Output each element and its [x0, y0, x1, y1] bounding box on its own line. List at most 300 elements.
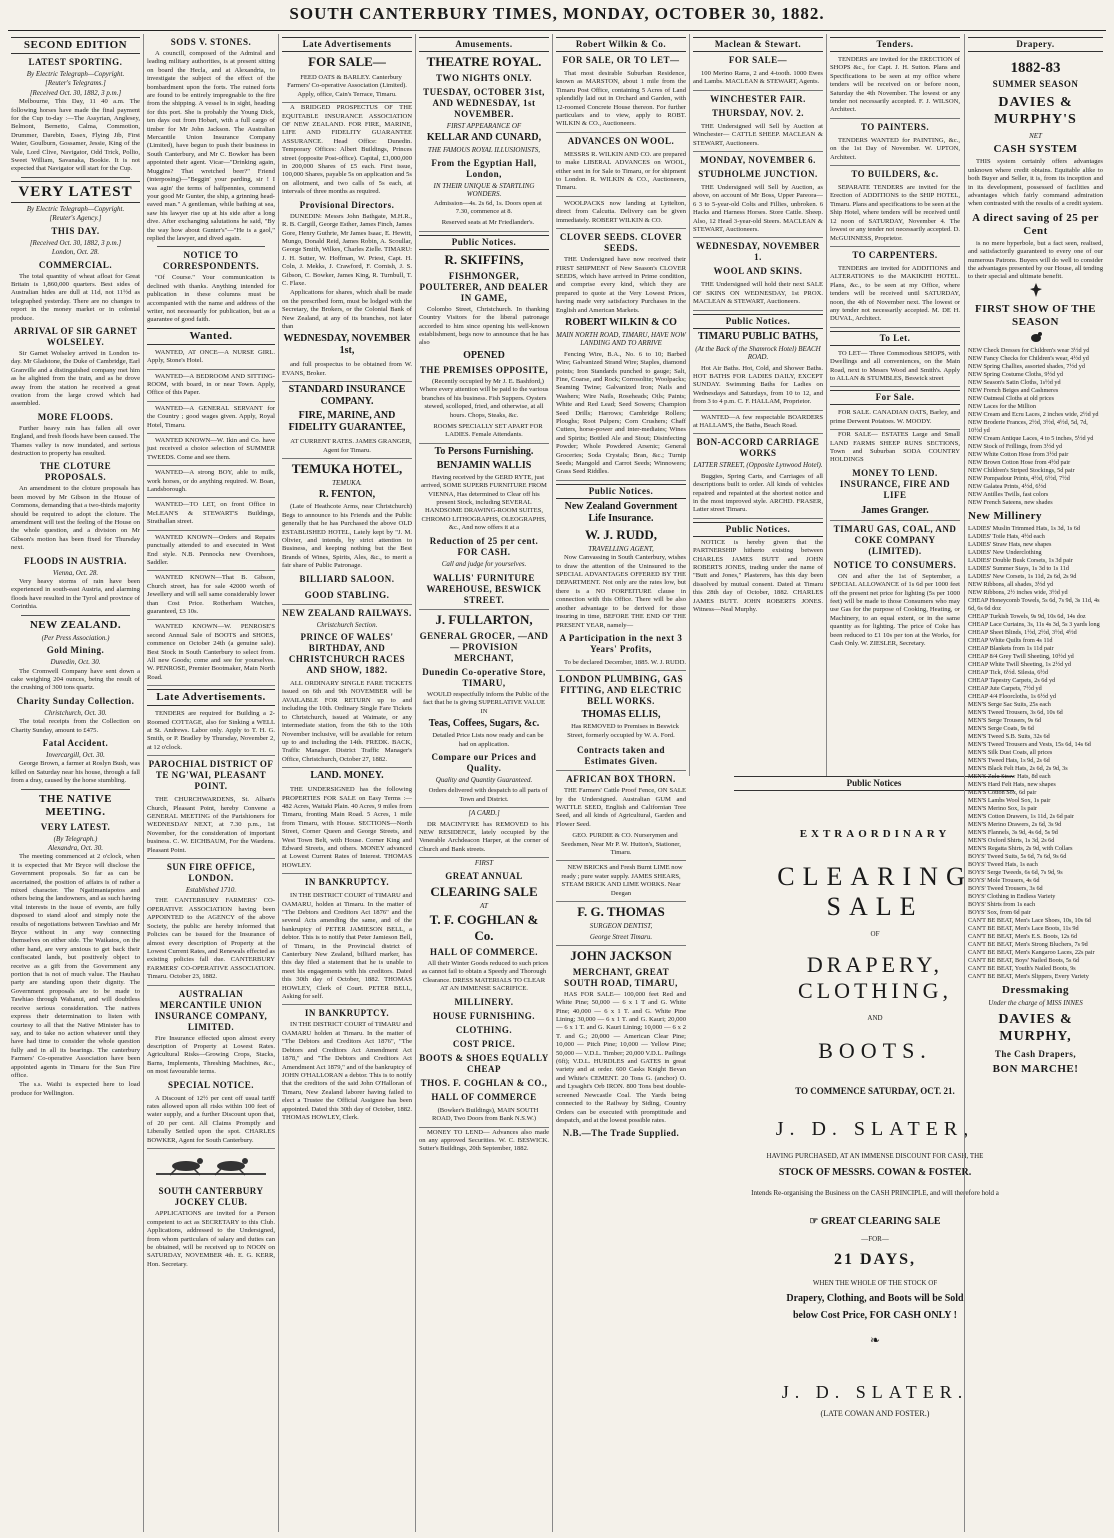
late-ads-heading: Late Advertisements [282, 37, 412, 52]
list-item: NEW Fancy Checks for Children's wear, 4½d yd [968, 354, 1089, 362]
list-item: NEW Ribbons, 2½ inches wide, 3½d yd [968, 588, 1068, 596]
slater-name: J. D. SLATER, [775, 1118, 975, 1140]
floods-heading: MORE FLOODS. [37, 411, 114, 422]
native-meeting-heading: THE NATIVE MEETING. [39, 792, 112, 818]
sale-heading: FOR SALE, OR TO LET— [562, 55, 680, 65]
sale-body: 100 Merino Rams, 2 and 4-tooth. 1000 Ewes and Lambs. MACLEAN & STEWART, Agents. [693, 68, 823, 91]
correspondents-heading: NOTICE TO CORRESPONDENTS. [162, 250, 260, 272]
clearing-sale-title: CLEARING SALE [777, 862, 973, 921]
list-item: NEW Stock of Frillings, from 3½d yd [968, 442, 1063, 450]
tenders-heading: Tenders. [830, 37, 960, 52]
charity-heading: Charity Sunday Collection. [16, 695, 135, 706]
wanted-ad: WANTED—A BEDROOM AND SITTING-ROOM, with board, in or near Town. Apply, Office of this Paper. [147, 371, 275, 402]
railways-title: PRINCE OF WALES' BIRTHDAY, AND CHRISTCHURCH RACES AND SHOW, 1882. [288, 632, 406, 676]
fullarton-tail: Detailed Price Lists now ready and can be had on application. [432, 732, 544, 748]
column-3 [278, 34, 415, 1532]
column-8 [964, 34, 1106, 1532]
list-item: MEN'S Tweed Hats, 1s 9d, 2s 6d [968, 756, 1050, 764]
fatal-heading: Fatal Accident. [42, 737, 109, 748]
list-item: MEN'S Silk Dust Coats, all prices [968, 748, 1053, 756]
coghlan-footer-name: THOS. F. COGHLAN & CO., [420, 1077, 548, 1088]
gold-body: The Cromwell Company have sent down a cake weighing 204 ounces, being the result of the crushing of 300 tons quartz. [11, 667, 140, 692]
list-item: LADIES' Straw Hats, new shapes [968, 540, 1052, 548]
rudd-body: Now Canvassing in South Canterbury, wishes to draw the attention of the Uninsured to the SPECIAL ADVANTAGES OFFERED BY THE DEPARTMENT. Not only are the rates low, but there is a NO FORFEITURE clause in connection with this Office. There will be also another advantage to be derived for those insuring in time, BEFORE THE END OF THE PRESENT YEAR, namely— [556, 554, 686, 629]
received: [Received Oct. 30, 1882, 3 p.m.] [29, 88, 122, 97]
temuka-heading: TEMUKA HOTEL, [291, 461, 403, 476]
for-sale-ad: FOR SALE. CANADIAN OATS, Barley, and prime Derwent Potatoes. W. MOODY. [830, 407, 960, 430]
rooms-for-ladies: ROOMS SPECIALLY SET APART FOR LADIES. Female Attendants. [419, 421, 549, 444]
column-7 [826, 34, 963, 776]
dateline: London, Oct. 28. [51, 248, 100, 257]
new-millinery: New Millinery [968, 509, 1043, 522]
tender-ad: TENDERS are required for Building a 2-Roomed COTTAGE, also for Sinking a WELL at St. Andrews. Labor only. Apply to T. H. G. Smith, or P. Bradley by Thursday, November 2, at 12 o'clock. [147, 708, 275, 756]
column-1 [8, 34, 143, 1532]
despatch: Orders delivered with despatch to all parts of Town and District. [419, 785, 549, 808]
wanted-ad: WANTED KNOWN—W. Ikin and Co. have just received a choice selection of SUMMER TWEEDS. Come and see them. [147, 435, 275, 466]
boxthorn-heading: AFRICAN BOX THORN. [566, 774, 676, 785]
hall-tail: IN THEIR UNIQUE & STARTLING WONDERS. [433, 181, 535, 199]
list-item: MEN'S Flannels, 3s 9d, 4s 6d, 5s 9d [968, 828, 1058, 836]
jackson-name: JOHN JACKSON [570, 947, 672, 963]
painters-heading: TO PAINTERS. [860, 121, 930, 132]
skiffins-trade: FISHMONGER, POULTERER, AND DEALER IN GAME, [419, 270, 549, 303]
list-item: CHEAP Tapestry Carpets, 2s 6d yd [968, 676, 1056, 684]
dateline: Vienna, Oct. 28. [52, 568, 99, 577]
theatre-dates: TUESDAY, OCTOBER 31st, AND WEDNESDAY, 1st NOVEMBER. [423, 87, 545, 119]
list-item: LADIES' New Corsets, 1s 11d, 2s 6d, 2s 9d [968, 572, 1077, 580]
directors-heading: Provisional Directors. [299, 199, 395, 210]
list-item: NEW French Sateens, new shades [968, 498, 1053, 506]
column-6 [689, 34, 826, 776]
native-body: The meeting commenced at 2 o'clock, when it is expected that Mr Bryce will disclose the Government proposals. So far as can be ascertained, the position of affairs is of rather a mixed character. The Ngatimaniapotos and others being the landowners, and as such having vital interests in the issue of events, are fully disposed to stand aloof and simply note the results of negotiations between Tawhiao and Mr Bryce without in any way connecting themselves on either side. The Waikatos, on the other hand, are very anxious to get back their confiscated lands, but positively object to receive as a gift from the Government any portion that is not of much value. The Hauhau party are standing upon their dignity. The Government proposals are to be made to Tawhiao through Wahanui, and will doubtless receive serious consideration. The natives express their determination to listen with courtesy to all that the Native Minister has to say, and to take no action whatever until they have had time to consider the whole question fully and in all its bearings. The canterbury Farmers' Co-operative Association have been appointed agents in Timaru for the Sun Fire office. [11, 853, 140, 1079]
list-item: BOYS' Tweed Hats, 1s each [968, 860, 1038, 868]
woolpacks: WOOLPACKS now landing at Lyttelton, direct from Calcutta. Delivery can be given immediately. ROBERT WILKIN & CO. [556, 198, 686, 229]
theatre-heading: THEATRE ROYAL. [426, 54, 542, 69]
fullarton-name: J. FULLARTON, [435, 611, 533, 627]
list-item: MEN'S Tweed Trousers and Vests, 15s 6d, 14s 6d [968, 740, 1091, 748]
railways-heading: NEW ZEALAND RAILWAYS. [282, 607, 412, 618]
days-count: 21 DAYS, [833, 1251, 917, 1268]
sunfire-heading: SUN FIRE OFFICE, LONDON. [166, 862, 256, 884]
very-latest-heading: VERY LATEST [11, 181, 140, 203]
great-clearing-sale-label: GREAT CLEARING SALE [820, 1216, 941, 1227]
clearing-sale: CLEARING SALE [430, 883, 538, 899]
slater-signature: J. D. SLATER. [781, 1382, 969, 1402]
list-item: NEW Ribbons, all shades, 3½d yd [968, 580, 1054, 588]
applications-body: Applications for shares, which shall be made on the prescribed form, must be lodged with the Secretary, the Brokers, or the Colonial Bank of New Zealand, at any of its branches, not later than [282, 289, 412, 330]
standard-sub: FIRE, MARINE, AND FIDELITY GUARANTEE, [288, 410, 406, 434]
divider [21, 177, 130, 178]
wool-skins-body: THE Undersigned will hold their next SALE OF SKINS ON WEDNESDAY, 1st PROX. MACLEAN & STEWART, Auctioneers. [693, 279, 823, 310]
wolseley-body: Sir Garnet Wolseley arrived in London to-day. Mr Gladstone, the Duke of Cambridge, Earl Granville and a distinguished company met him as he alighted from the train, and as he drove away from the station he received a great ovation from the large crowd which had assembled. [11, 349, 140, 408]
admission: Admission—4s. 2s 6d, 1s. Doors open at 7.30, commence at 8. [434, 199, 542, 216]
gas-body: ON and after the 1st of September, a SPECIAL ALLOWANCE of 1s 6d per 1000 feet off the present net price for lighting (5s per 1000 feet) will be made to those Consumers who may use Gas for the purpose of Cooking, Heating, or Machinery, to an equal extent, or in the same quantity as for lighting. The price of Coke has been reduced to £1 10s per ton at the Works, for Cash Only. W. ZIESLER, Secretary. [830, 572, 960, 648]
list-item: CHEAP Tick, 6½d. Silesia, 6½d [968, 668, 1049, 676]
jockey-club-body: APPLICATIONS are invited for a Person competent to act as SECRETARY to this Club. Applications, addressed to the Undersigned, from whom particulars of salary and duties can be obtained, will be received up to NOON on SATURDAY, NOVEMBER 4th. E. G. KERR, Hon. Secretary. [147, 1210, 275, 1268]
first-appearance: FIRST APPEARANCE OF [446, 122, 522, 130]
tender-ad: TENDERS are invited for ADDITIONS and ALTERATIONS to the MAKIKIHI HOTEL. Plans, &c., to be seen at my Office, where tenders will be received until SATURDAY, noon, the 4th of November next. The lowest or any tender not necessarily accepted. M. DE H. DUVAL, Architect. [830, 263, 960, 328]
millinery: MILLINERY. [454, 996, 514, 1007]
extraordinary: EXTRAORDINARY [799, 828, 951, 840]
gas-heading: TIMARU GAS, COAL, AND COKE COMPANY (LIMITED). [833, 523, 957, 556]
of-label: OF [870, 930, 880, 938]
public-notices-heading: Public Notices. [419, 235, 549, 250]
list-item: CHEAP 4/4 Floorcloths, 1s 6½d yd [968, 692, 1056, 700]
australasian-heading: AUSTRALIAN MERCANTILE UNION INSURANCE COMPANY, LIMITED. [154, 988, 268, 1032]
wednesday: WEDNESDAY, NOVEMBER 1. [696, 241, 820, 263]
clothing: CLOTHING. [455, 1024, 513, 1035]
list-item: NEW Laces for the Million [968, 402, 1036, 410]
wanted-ad: WANTED—A GENERAL SERVANT for the Country ; good wages given. Apply, Royal Hotel, Timaru. [147, 403, 275, 434]
column-4 [415, 34, 552, 1532]
bird-icon [968, 331, 1103, 346]
dateline: Alexandra, Oct. 30. [47, 843, 103, 852]
list-item: BOYS' Clothing in Endless Variety [968, 892, 1056, 900]
list-item: CHEAP Blankets from 1s 11d pair [968, 644, 1054, 652]
tender-ad: TENDERS are invited for the ERECTION of SHOPS &c., for Capt. J. H. Sutton. Plans and Specifications to be seen at my office where tenders will be received on or before noon, Saturday the 4th November. The lowest or any tender not necessarily accepted. F. J. WILSON, Architect. [830, 54, 960, 119]
list-item: LADIES' New Underclothing [968, 548, 1042, 556]
skiffins-tail: (Recently occupied by Mr J. E. Bashford,) Where every attention will be paid to the various branches of his business. Fish Suppers. Oysters stewed, scolloped, fried, and otherwise, at all hours. Chops, Steaks, &c. [419, 377, 549, 419]
cash-body: THIS system certainly offers advantages unknown where credit obtains. Equitable alike to both Buyer and Seller, it is, from its inception and in its development, possessed of facilities and advantages which fairly command admiration when contrasted with the results of a credit system. [968, 158, 1103, 208]
sods-body: A councill, composed of the Admiral and leading military authorities, is at present sitting on board the Hecla, and at Alexandria, to investigate the subject of the effect of the bombardment upon the forts. The ruined forts are found to be entirely impregnable to the fire from the shipping. A vessel is in sight, heading for this port. She is probably the Young Dick, ten days out from Hobart, with a full cargo of timber for Mr John Jackson. The Australian Mercantile Union Insurance Company (Limited), have begun to push their business in South Canterbury, and Mr C. Bowker has been appointed their agent. Vicar—"Drinking again, Muggins? That wretched beer?" Friend (interposing)—"Beggin' your parding, sir ! I was agin' the terms of halfpennies, commend your good Mr Gunter, the ship, a grinning head-eaved man." A gentleman, while bathing at sea, saw his lawyer rise up at his side after a long dive. After exchanging salutations he said, "By the way how about Gunter's"—"He is a gaol," replied the lawyer, and dived again. [147, 50, 275, 242]
forsale-heading: FOR SALE— [308, 54, 386, 69]
ornament-icon [968, 283, 1103, 300]
baths-body: Hot Air Baths. Hot, Cold, and Shower Baths. HOT BATHS FOR LADIES DAILY, EXCEPT SUNDAY. Swimming Baths for Ladies on Wednesdays and Saturdays, from 10 to 12, and from 3 to 4 p.m. C. F. HALLAM, Proprietor. [693, 363, 823, 411]
list-item: BOYS' Serge Tweeds, 6s 6d, 7s 9d, 9s [968, 868, 1063, 876]
footer-sub: The Cash Drapers, [994, 1049, 1077, 1060]
wilkin-name: ROBERT WILKIN & CO [565, 316, 677, 328]
coghlan-name: T. F. COGHLAN & Co. [429, 912, 539, 944]
list-item: NEW French Beiges and Cashmeres [968, 386, 1059, 394]
granger-name: James Granger. [830, 503, 960, 521]
wolseley-heading: ARRIVAL OF SIR GARNET WOLSELEY. [13, 325, 138, 347]
bon-marche: BON MARCHE! [992, 1063, 1079, 1076]
dressmaking: Dressmaking [1001, 983, 1070, 996]
applications-tail: and full prospectus to be obtained from W. EVANS, Broker. [282, 359, 412, 382]
land-money-heading: LAND. MONEY. [310, 770, 384, 782]
ellis-body: Has REMOVED to Premises in Beswick Street, formerly occupied by W. A. Ford. [567, 723, 679, 739]
wanted-ad: WANTED KNOWN—W. PENROSE'S second Annual Sale of BOOTS and SHOES, commence on October 24th (a genuine sale). Best Stock in South Canterbury to select from. All new Goods; come and see for yourselves. W. PENROSE, Premier Bootmaker, Main North Road. [147, 621, 275, 686]
macintyre-notice: DR MACINTYRE has REMOVED to his NEW RESIDENCE, lately occupied by the Venerable Archdeacon Harper, at the corner of Church and Bank streets. [419, 819, 549, 859]
wool-skins: WOOL AND SKINS. [713, 266, 803, 277]
boots-shoes: BOOTS & SHOES EQUALLY CHEAP [419, 1052, 549, 1074]
annual-label: GREAT ANNUAL [445, 870, 523, 881]
list-item: CAN'T BE BEAT, Youth's Nailed Boots, 9s [968, 964, 1076, 972]
winchester: WINCHESTER FAIR. [710, 93, 806, 104]
list-item: NEW Broderie Frances, 2½d, 3½d, 4½d, 5d, 7d, 10½d yd [968, 418, 1088, 434]
list-item: CAN'T BE BEAT, Men's Strong Bluchers, 7s 9d [968, 940, 1088, 948]
list-item: LADIES' Toile Hats, 4½d each [968, 532, 1045, 540]
teas: Teas, Coffees, Sugars, &c. [428, 718, 540, 730]
list-item: MEN'S Black Felt Hats, 2s 6d, 2s 9d, 3s [968, 764, 1068, 772]
dateline: Dunedin, Oct. 30. [50, 658, 101, 667]
public-notices-heading: Public Notices. [693, 522, 823, 537]
footer-brand: DAVIES & MURPHY, [998, 1012, 1073, 1045]
forsale-body: FEED OATS & BARLEY. Canterbury Farmers' Co-operative Association (Limited). Apply, office, Cain's Terrace, Timaru. [282, 72, 412, 103]
land-body: THE UNDERSIGNED has the following PROPERTIES FOR SALE on Easy Terms :— 482 Acres, Waitaki Plain. 40 Acres, 9 miles from Timaru, fronting Main Road. 5 Acres, 1 mile from Timaru, with House. SECTIONS—North Street, Corner Queen and George Streets, and West Town Belt, with House. Corner King and Edward Streets, and others. MONEY advanced at Lowest Current Rates of Interest. THOMAS HOWLEY. [282, 784, 412, 874]
money-to-lend: MONEY TO LEND. INSURANCE, FIRE AND LIFE [839, 467, 951, 500]
list-item: CAN'T BE BEAT, Men's Kangaroo Laces, 22s pair [968, 948, 1095, 956]
wanted-ad: WANTED—A strong BOY, able to milk, work horses, or do anything required. W. Boan, Landsborough. [147, 467, 275, 498]
at-label: AT [480, 901, 488, 910]
boxthorn-body: THE Farmers' Cattle Proof Fence, ON SALE by the Undersigned. Australian GUM and WATTLE SEED, English and Californian Tree Seed, and all kinds of Agricultural, Garden and Flower Seed. [556, 787, 686, 828]
and-label: AND [867, 1014, 883, 1022]
coghlan-body: All their Winter Goods reduced to such prices as cannot fail to obtain a Speedy and Thorough Clearance. DRESS MATERIALS TO CLEAR AT AN IMMENSE SACRIFICE. [421, 960, 549, 993]
bankruptcy-body: IN THE DISTRICT COURT of TIMARU and OAMARU, holden at Timaru. In the matter of "The Debtors and Creditors Act 1876" and the several Acts amending the same, and of the bankruptcy of PETER JAMIESON BELL, a debtor. This is to notify that Peter Jamieson Bell, of Timaru, in the Provincial district of Canterbury New Zealand, billiard marker, has this day filed a statement that he is unable to meet his engagements with his creditors. Dated this 30th day of October, 1882. THOMAS HOWLEY, Clerk of Court. PETER BELL, Asking for self. [282, 890, 412, 1005]
saving-body: is no mere hyperbole, but a fact seen, realised, and satisfactorily guaranteed to every one of our numerous Patrons. Buyers will do well to consider the advantages presented by our House, all tending to their special and ultimate benefit. [968, 239, 1103, 281]
summer-season: SUMMER SEASON [992, 79, 1079, 89]
list-item: BOYS' Mole Trousers, 4s 6d [968, 876, 1040, 884]
agency: [Reuter's Agency.] [49, 214, 102, 223]
davies-murphy-brand: DAVIES & MURPHY'S [994, 95, 1077, 127]
millinery-list [968, 525, 1103, 981]
list-item: NEW Season's Satin Cloths, 1s½d yd [968, 378, 1061, 386]
special-heading: SPECIAL NOTICE. [167, 1079, 255, 1090]
list-item: NEW Antilles Twills, fast colors [968, 490, 1049, 498]
billiard-saloon: BILLIARD SALOON. [299, 573, 395, 584]
list-item: MEN'S Zulu Straw Hats, 8d each [968, 772, 1051, 780]
rudd-sub: TRAVELLING AGENT, [588, 544, 654, 553]
temuka-name: R. FENTON, [318, 489, 376, 501]
jackson-body: HAS FOR SALE— 100,000 feet Red and White Pine; 50,000 — 6 x 1 T and G. White Pine; 40,000 — 6 x 1 T. and G. White Pine Lining; 30,000 — 6 x 1 T. and G. Kauri; 20,000 — 6 x 1 T. and G. Kauri Lining; 10,000 — 6 x 2 T. and G.; 20,000 — American Clear Pine; 10,000 — Pitch Pine; 10,000 — Yellow Pine; 50,000 — V.D.L. Timber; 20,000 V.D.L. Pailings (6ft); V.D.L. HURDLES and GATES in great variety and at order. 600 Casks Knight Bevan and White's CEMENT. 20 Tons G. (anchor) O. and Lysaght's Orb IRON. 800 Tons best double-screened Newcastle Coal. The Yards being connected to the Railway by Siding, Country Orders can be executed with promptitude and despatch, and at the lowest possible rates. [556, 990, 686, 1124]
parochial-heading: PAROCHIAL DISTRICT OF TE NG'WAI, PLEASANT POINT. [148, 759, 274, 792]
carriage-heading: BON-ACCORD CARRIAGE WORKS [696, 437, 820, 459]
kellar-sub: THE FAMOUS ROYAL ILLUSIONISTS, [427, 146, 541, 155]
correspondents-body: "Of Course." Your communication is declined with thanks. Anything intended for publication in these columns must be accompanied with the name and address of the writer, not necessarily for publication, but as a guarantee of good faith. [147, 274, 275, 324]
to-let-heading: To Let. [830, 331, 960, 346]
rudd-name: W. J. RUDD, [584, 526, 658, 542]
list-item: CAN'T BE BEAT, Boys' Nailed Boots, 5s 6d [968, 956, 1080, 964]
bankruptcy-heading: IN BANKRUPTCY. [304, 1008, 390, 1019]
rudd-tail: To be declared December, 1885. W. J. RUDD. [556, 657, 686, 671]
wool-heading: ADVANCES ON WOOL. [567, 135, 675, 146]
fullarton-trade: GENERAL GROCER, —AND— PROVISION MERCHANT, [419, 630, 549, 663]
for-sale-heading: For Sale. [830, 390, 960, 405]
clover-heading: CLOVER SEEDS. CLOVER SEEDS. [559, 232, 683, 254]
sods-heading: SODS V. STONES. [170, 37, 252, 47]
gas-notice: NOTICE TO CONSUMERS. [833, 559, 957, 570]
wallis-name: BENJAMIN WALLIS [436, 459, 532, 471]
footer-line: The s.s. Waihi is expected here to load produce for Wellington. [11, 1081, 140, 1097]
list-item: NEW Cream and Ecru Laces, 2 inches wide, 2½d yd [968, 410, 1099, 418]
egyptian-hall: From the Egyptian Hall, London, [431, 157, 537, 179]
late-cowan-foster: (LATE COWAN AND FOSTER.) [820, 1409, 930, 1418]
list-item: MEN'S Serge Coats, 9s 6d [968, 724, 1034, 732]
bankruptcy-heading: IN BANKRUPTCY. [304, 877, 390, 888]
bankruptcy-body: IN THE DISTRICT COURT of TIMARU and OAMARU holden at Timaru. In the matter of "The Debtors and Creditors Act 1876", "The Debtors and Creditors Act Amendment Act 1878," and "The Debtors and Creditors Act Amendment Act 1879," and of the bankruptcy of JOHN O'HALLORAN a debtor. This is to notify that the creditors of the said John O'Halloran of Timaru, New Zealand laborer having failed to elect a Trustee the Official Assignee has been appointed. Dated this 30th day of October, 1882. THOMAS HOWLEY, Clerk. [282, 1021, 412, 1121]
wanted-ad: WANTED KNOWN—Orders and Repairs punctually attended to and executed in West End style. N.B. Pennocks new Overshoes, Saddler. [147, 532, 275, 572]
contracts: Contracts taken and Estimates Given. [556, 743, 686, 771]
agency: [Reuter's Telegrams.] [45, 79, 106, 88]
list-item: NEW Pompadour Prints, 4½d, 6½d, 7½d [968, 474, 1070, 482]
tender-ad: TENDERS WANTED for PAINTING, &c., on the 1st Day of November. W. UPTON, Architect. [830, 135, 960, 166]
list-item: MEN'S Oxford Shirts, 1s 3d, 2s 6d [968, 836, 1055, 844]
list-item: MEN'S Lambs Wool Sox, 1s pair [968, 796, 1051, 804]
list-item: MEN'S Serge Trousers, 9s 6d [968, 716, 1042, 724]
baths-heading: TIMARU PUBLIC BATHS, [697, 330, 819, 342]
below-cost: below Cost Price, FOR CASH ONLY ! [793, 1310, 957, 1321]
amusements-heading: Amusements. [419, 37, 549, 52]
public-notices-heading: Public Notices. [556, 484, 686, 499]
list-item: CAN'T BE BEAT, Men's E.S. Boots, 12s 6d [968, 932, 1078, 940]
this-day: THIS DAY. [51, 225, 100, 236]
plumbing: LONDON PLUMBING, GAS FITTING, AND ELECTRIC BELL WORKS. [558, 674, 684, 707]
divider [21, 615, 130, 616]
closure-heading: THE CLOTURE PROPOSALS. [39, 461, 112, 483]
jockey-club-heading: SOUTH CANTERBURY JOCKEY CLUB. [158, 1186, 264, 1208]
fullarton-body: WOULD respectfully inform the Public of the fact that he is giving SUPERLATIVE VALUE IN [422, 690, 549, 715]
good-stabling: GOOD STABLING. [282, 588, 412, 605]
wallis-tail: Call and judge for yourselves. [441, 559, 527, 568]
bricks: NEW BRICKS and Fresh Burnt LIME now ready ; pure water supply. JAMES SHEARS, STEAM BRICK AND LIME WORKS. Near Deegan [556, 862, 686, 902]
tender-ad: SEPARATE TENDERS are invited for the Erection of ADDITIONS to the SHIP HOTEL, Timaru. Plans and specifications to be seen at the Ship Hotel, where tenders will be received until 12 noon of SATURDAY, November 4. The lowest or any tender not necessarily accepted. D. McGUINNESS, Proprietor. [830, 182, 960, 247]
monday: MONDAY, NOVEMBER 6. [700, 155, 816, 166]
horse-race-illustration [147, 1153, 275, 1182]
received: [Received Oct. 30, 1882, 3 p.m.] [29, 238, 122, 247]
standard-heading: STANDARD INSURANCE COMPANY. [288, 384, 406, 408]
dateline: Invercargill, Oct. 30. [46, 750, 105, 759]
list-item: NEW Children's Striped Stockings, 5d pair [968, 466, 1075, 474]
net-label: NET [1029, 132, 1042, 140]
list-item: MEN'S Cotton Sox, 6d pair [968, 788, 1037, 796]
prospectus-body: A BRIDGED PROSPECTUS OF THE EQUITABLE INSURANCE ASSOCIATION OF NEW ZEALAND. FOR FIRE, MARINE, LIFE AND FIDELITY GUARANTEE ASSURANCE. Head Office: Dunedin. Temporary Offices: Albert Buildings, Princes street (opposite Post-office). Capital, £1,000,000 in 200,000 Shares of £5 each. First issue, 100,000 Shares, payable 5s on application and 5s on allotment, and two calls of 5s each, at intervals of three months as required. [282, 104, 412, 196]
to-let-body: TO LET— Three Commodious SHOPS, with Dwellings and all conveniences, on the Main Road, next to Messrs Wood and Smith's. Apply to ALLAN & STUMBLES, Beswick street [830, 348, 960, 388]
maclean-heading: Maclean & Stewart. [693, 37, 823, 52]
list-item: CHEAP Jute Carpets, 7½d yd [968, 684, 1042, 692]
fullarton-store: Dunedin Co-operative Store, TIMARU, [422, 666, 546, 688]
special-body: A Discount of 12½ per cent off usual tariff rates allowed upon all risks within 100 feet of water supply, and a further Discount upon that, of 20 per cent. All Claims Promptly and Liberally Settled upon the spot. CHARLES BOWKER, Agent for South Canterbury. [147, 1093, 275, 1149]
list-item: NEW Brown Cotton Hose from 4½d pair [968, 458, 1071, 466]
first-show: FIRST SHOW OF THE SEASON [975, 303, 1096, 329]
australasian-body: Fire Insurance effected upon almost every description of Property at Lowest Rates. Agricultural Risks—Growing Crops, Stacks, Barns, Implements, Threshing Machines, &c., on most favourable terms. [147, 1034, 275, 1076]
commercial-heading: COMMERCIAL. [38, 259, 113, 270]
reserved: Reserved seats at Mr Friedlander's. [419, 217, 549, 231]
native-sub: VERY LATEST. [40, 821, 111, 832]
thomas-sub: SURGEON DENTIST, [589, 922, 653, 930]
opened: OPENED [463, 349, 505, 361]
directors-body: DUNEDIN: Messrs John Bathgate, M.H.R., R. B. Cargill, George Esther, James Finch, James Gore, Henry Guthrie, Mr James Isaac, E. Hewitt, Mungo, Donald Reid, James Robin, A. Scoullar, George Smith, Wilkes, Charles Zielle. TIMARU: J. H. Sutter, W. Hoffman, W. Priest, Capt. H. Coln, J. Mekks, J. Crawford, F. Cornish, J. S. Gibson, C. Bowker, James King, R. Turnbull, T. C. Flaxe. [282, 212, 412, 287]
byline: By Electric Telegraph—Copyright. [26, 204, 125, 213]
list-item: CAN'T BE BEAT, Men's Slippers, Every Variety [968, 972, 1089, 980]
sunfire-body: THE CANTERBURY FARMERS' CO-OPERATIVE ASSOCIATION having been APPOINTED to the AGENCY of the above Society, the public are hereby informed that Policies can be issued for the Insurance of almost every description of Property at the Lowest Current Rates, and Renewals effected as existing policies fall due. CANTERBURY FARMERS' CO-OPERATIVE ASSOCIATION. Timaru. October 23, 1882. [147, 895, 275, 985]
premises: THE PREMISES OPPOSITE, [419, 364, 549, 375]
partnership-notice: NOTICE is hereby given that the PARTNERSHIP hitherto existing between CHARLES JAMES BUTT and JOHN ROBERTS JONES, trading under the name of "Butt and Jones," Plasterers, has this day been dissolved by mutual consent. Dated at Timaru this 28th day of October, 1882. CHARLES JAMES BUTT. JOHN ROBERTS JONES. Witness—Neal Murphy. [693, 538, 823, 614]
list-item: NEW Galatea Prints, 4½d, 6½d [968, 482, 1047, 490]
new-zealand-heading: NEW ZEALAND. [29, 618, 122, 631]
list-item: BOYS' Sox, from 6d pair [968, 908, 1031, 916]
list-item: CAN'T BE BEAT, Men's Lace Shoes, 10s, 10s 6d [968, 916, 1091, 924]
list-item: NEW Spring Costume Cloths, 9½d yd [968, 370, 1063, 378]
drapery-heading: Drapery. [968, 37, 1103, 52]
cash-system: CASH SYSTEM [993, 143, 1078, 156]
purchased: HAVING PURCHASED, AT AN IMMENSE DISCOUNT FOR CASH, THE [766, 1152, 984, 1160]
railways-body: ALL ORDINARY SINGLE FARE TICKETS issued on 6th and 9th NOVEMBER will be AVAILABLE FOR RETURN up to and including the 10th. Ordinary Single Fare Tickets to Christchurch, issued at Waimate, or any intermediate station, from the 6th to the 10th November inclusive, will be available for return up to and including the 14th. FREDK. BACK, Traffic Manager. District Traffic Manager's Office, Christchurch, October 27, 1882. [282, 678, 412, 768]
temuka-sub: TEMUKA. [332, 479, 362, 487]
wallis-body: Having received by the GERD RYTE, just arrived, SOME SUPERB FURNITURE FROM VIENNA, Has determined to Clear off his present Stock, including SEVERAL HANDSOME DRAWING-ROOM SUITES, CHROMO LITHOGRAPHS, OLEOGRAPHS, &c., And now offers it at a [421, 473, 547, 532]
pointing-hand-icon: ☞ [809, 1216, 819, 1227]
jackson-tail: N.B.—The Trade Supplied. [562, 1128, 680, 1139]
list-item: MEN'S Hard Felt Hats, new shapes [968, 780, 1056, 788]
card-label: [A CARD.] [468, 809, 500, 818]
list-item: CHEAP Lace Curtains, 3s, 11s 4s 3d, 5s 3 yards long [968, 620, 1100, 628]
list-item: MEN'S Tweed Trousers, 3s 6d, 10s 6d [968, 708, 1063, 716]
sunfire-est: Established 1710. [185, 886, 237, 895]
clover-body: THE Undersigned have now received their FIRST SHIPMENT of New Season's CLOVER SEEDS, which have arrived in Prime condition, and comprise every kind, which they are prepared to quote at the Very Lowest Prices, having made very satisfactory Purchases in the English and American Markets. [556, 256, 686, 314]
list-item: MEN'S Merino Sox, 1s pair [968, 804, 1038, 812]
dateline: Christchurch, Oct. 30. [44, 708, 107, 717]
goods-line: Drapery, Clothing, and Boots will be Sold [786, 1293, 964, 1304]
ornament-icon: ❧ [869, 1333, 881, 1347]
list-item: NEW Oatmeal Cloths at old prices [968, 394, 1054, 402]
wanted-heading: Wanted. [147, 328, 275, 345]
floods-body: Further heavy rain has fallen all over England, and fresh floods have been caused. The Thames valley is now inundated, and serious destruction to property has resulted. [11, 424, 140, 457]
sale-heading: FOR SALE— [728, 55, 788, 65]
wallis-warehouse: WALLIS' FURNITURE WAREHOUSE, BESWICK STREET. [419, 571, 549, 610]
divider [21, 789, 130, 790]
list-item: LADIES' Muslin Trimmed Hats, 1s 3d, 1s 6d [968, 524, 1080, 532]
temuka-body: (Late of Heathcote Arms, near Christchurch) Begs to announce to his Friends and the Public generally that he has Purchased the above OLD ESTABLISHED HOTEL, Lately kept by "J. M. Olivier, and intends, by strict attention to Business, and keeping nothing but the Best Brands of Wines, Spirits, Ales, &c., to merit a fair share of Public Patronage. [282, 503, 412, 570]
first-label: FIRST [474, 859, 494, 868]
list-item: CHEAP Honeycomb Towels, 5s 6d, 7s 9d, 3s 11d, 4s 6d, 6s 6d doz [968, 596, 1100, 612]
late-ads-heading: Late Advertisements. [147, 689, 275, 706]
agency: (By Telegraph.) [53, 834, 98, 843]
for-label: —FOR— [861, 1235, 889, 1243]
list-item: LADIES' Summer Stays, 1s 3d to 1s 11d [968, 564, 1069, 572]
money-to-lend: MONEY TO LEND— Advances also made on any approved Securities. W. C. BESWICK. Sutter's Buildings, 20th September, 1882. [419, 1128, 549, 1153]
sale-body: That most desirable Suburban Residence, known as MARSTON, about 1 mile from the Timaru Post Office, containing 5 Acres of Land splendidly laid out in Orchard and Garden, with 12-roomed Concrete House thereon. For further particulars and to view, apply to ROBT. WILKIN & CO., Auctioneers. [556, 68, 686, 133]
list-item: CHEAP White Quilts from 4s 11d [968, 636, 1053, 644]
wilkin-list: Fencing Wire, B.A., No. 6 to 10; Barbed Wire; Galvanized Strand Wire; Staples, diamond points; Iron Standards punched to gauge; Salt, Fine, Coarse, and Rock; Corrosolite; Woolpacks; Seaming Twine; Galvanized Iron; Nails and Washers; Wire Nails, Roseheads; Oils; Paints; White and Red Lead; Seed Sowers; Champion Seed Drills; Harrows; Cambridge Rollers; Ploughs; Root Pulpers; Corn Crushers; Chaff Cutters, horse-power and inter-mediates; Wines and Spirits; Bottled Ale and Stout; Disinfecting Powder; Whole Powdered Arsenic; General Groceries; Soda Crystals; Bran, &c.; Turnip Seeds; Mangold and Carrot Seeds; Winnowers; Grass Seed Riddles. [556, 349, 686, 481]
wanted-ad: WANTED KNOWN—That B. Gibson, Church street, has for sale 42000 worth of Jewellery and will sell same considerably lower than Cost Price. Rotherham Watches, guaranteed, £3 10s. [147, 572, 275, 620]
parochial-body: THE CHURCHWARDENS, St. Alban's Church, Pleasant Point, hereby Convene a GENERAL MEETING of the Parishioners for WEDNESDAY NEXT, at 7.30 p.m., 1st November, for the consideration of important business. C. W. EICHBAUM, For the Wardens. Pleasant Point. [147, 794, 275, 859]
column-2 [143, 34, 278, 1532]
gold-mining-heading: Gold Mining. [46, 645, 105, 656]
charity-body: The total receipts from the Collection on Charity Sunday, amount to £475. [11, 718, 140, 734]
closure-body: An amendment to the cloture proposals has been moved by Mr Gibson in the House of Commons, demanding that a two-thirds majority should be required to adopt the cloture. The amendment will test the feeling of the House on the whole question, and a division on Mr Gibson's motion has been fixed for Thursday next. [11, 485, 140, 552]
season-year: 1882-83 [1010, 60, 1061, 76]
house-furnishing: HOUSE FURNISHING. [432, 1010, 535, 1021]
wilkin-heading: Robert Wilkin & Co. [556, 37, 686, 52]
wilkin-sub: MAIN NORTH ROAD, TIMARU, HAVE NOW LANDING AND TO ARRIVE [556, 330, 686, 348]
when-label: WHEN THE WHOLE OF THE STOCK OF [812, 1279, 938, 1287]
boots-title: BOOTS. [818, 1038, 932, 1063]
byline: By Electric Telegraph—Copyright. [26, 70, 125, 78]
wool-body: MESSRS R. WILKIN AND CO. are prepared to make LIBERAL ADVANCES on WOOL, either sent in for Sale to Timaru, or for shipment to London. R. WILKIN & CO., Auctioneers, Timaru. [556, 149, 686, 197]
thomas-address: George Street Timaru. [556, 931, 686, 945]
list-item: LADIES' Double Busk Corsets, 1s 3d pair [968, 556, 1073, 564]
standard-tail: AT CURRENT RATES. JAMES GRANGER, Agent for Timaru. [282, 436, 412, 459]
coghlan-footer-hall: HALL OF COMMERCE [431, 1091, 537, 1102]
participation: A Participation in the next 3 Years' Profits, [559, 632, 683, 654]
jackson-sub: MERCHANT, GREAT SOUTH ROAD, TIMARU, [564, 966, 678, 988]
wanted-ad: WANTED, AT ONCE—A NURSE GIRL. Apply, Stone's Hotel. [147, 347, 275, 370]
skiffins-body: Colombo Street, Christchurch. In thanking Country Visitors for the liberal patronage accorded to him since opening his well-known establishment, begs now to announce that he has also [419, 305, 549, 347]
list-item: MEN'S Tweed S.B. Suits, 32s 6d [968, 732, 1050, 740]
purdie: GEO. PURDIE & CO. Nurserymen and Seedsmen, Near Mr P. W. Hutton's, Stationer, Timaru. [556, 830, 686, 861]
list-item: CHEAP Turkish Towels, 9s 9d, 10s 6d, 14s doz [968, 612, 1086, 620]
drapery-clothing: DRAPERY, CLOTHING, [798, 952, 952, 1003]
guarantee: Quality and Quantity Guaranteed. [435, 776, 533, 784]
skiffins-name: R. SKIFFINS, [444, 251, 524, 267]
nz-government-insurance: New Zealand Government Life Insurance. [564, 500, 678, 524]
winchester-body: THE Undersigned will Sell by Auction at Winchester— CATTLE SHEEP. MACLEAN & STEWART, Auctioneers. [693, 121, 823, 152]
coghlan-address: (Bowker's Buildings), MAIN SOUTH ROAD, Two Doors from Bank N.S.W.) [419, 1105, 549, 1128]
public-notices-bar: Public Notices [734, 776, 1014, 791]
studholme-body: THE Undersigned will Sell by Auction, as above, on account of Mr Boss, Upper Pareora— 6 3 to 5-year-old Colts and Fillies, unbroken. 6 Hacks and Harness Horses. Store Cattle. Sheep. Also, 12 Head 3-year-old Steers. MACLEAN & STEWART, Auctioneers. [693, 182, 823, 238]
list-item: BOYS' Shirts from 1s each [968, 900, 1036, 908]
commence-date: TO COMMENCE SATURDAY, OCT. 21. [795, 1086, 955, 1096]
agency: (Per Press Association.) [41, 633, 110, 642]
